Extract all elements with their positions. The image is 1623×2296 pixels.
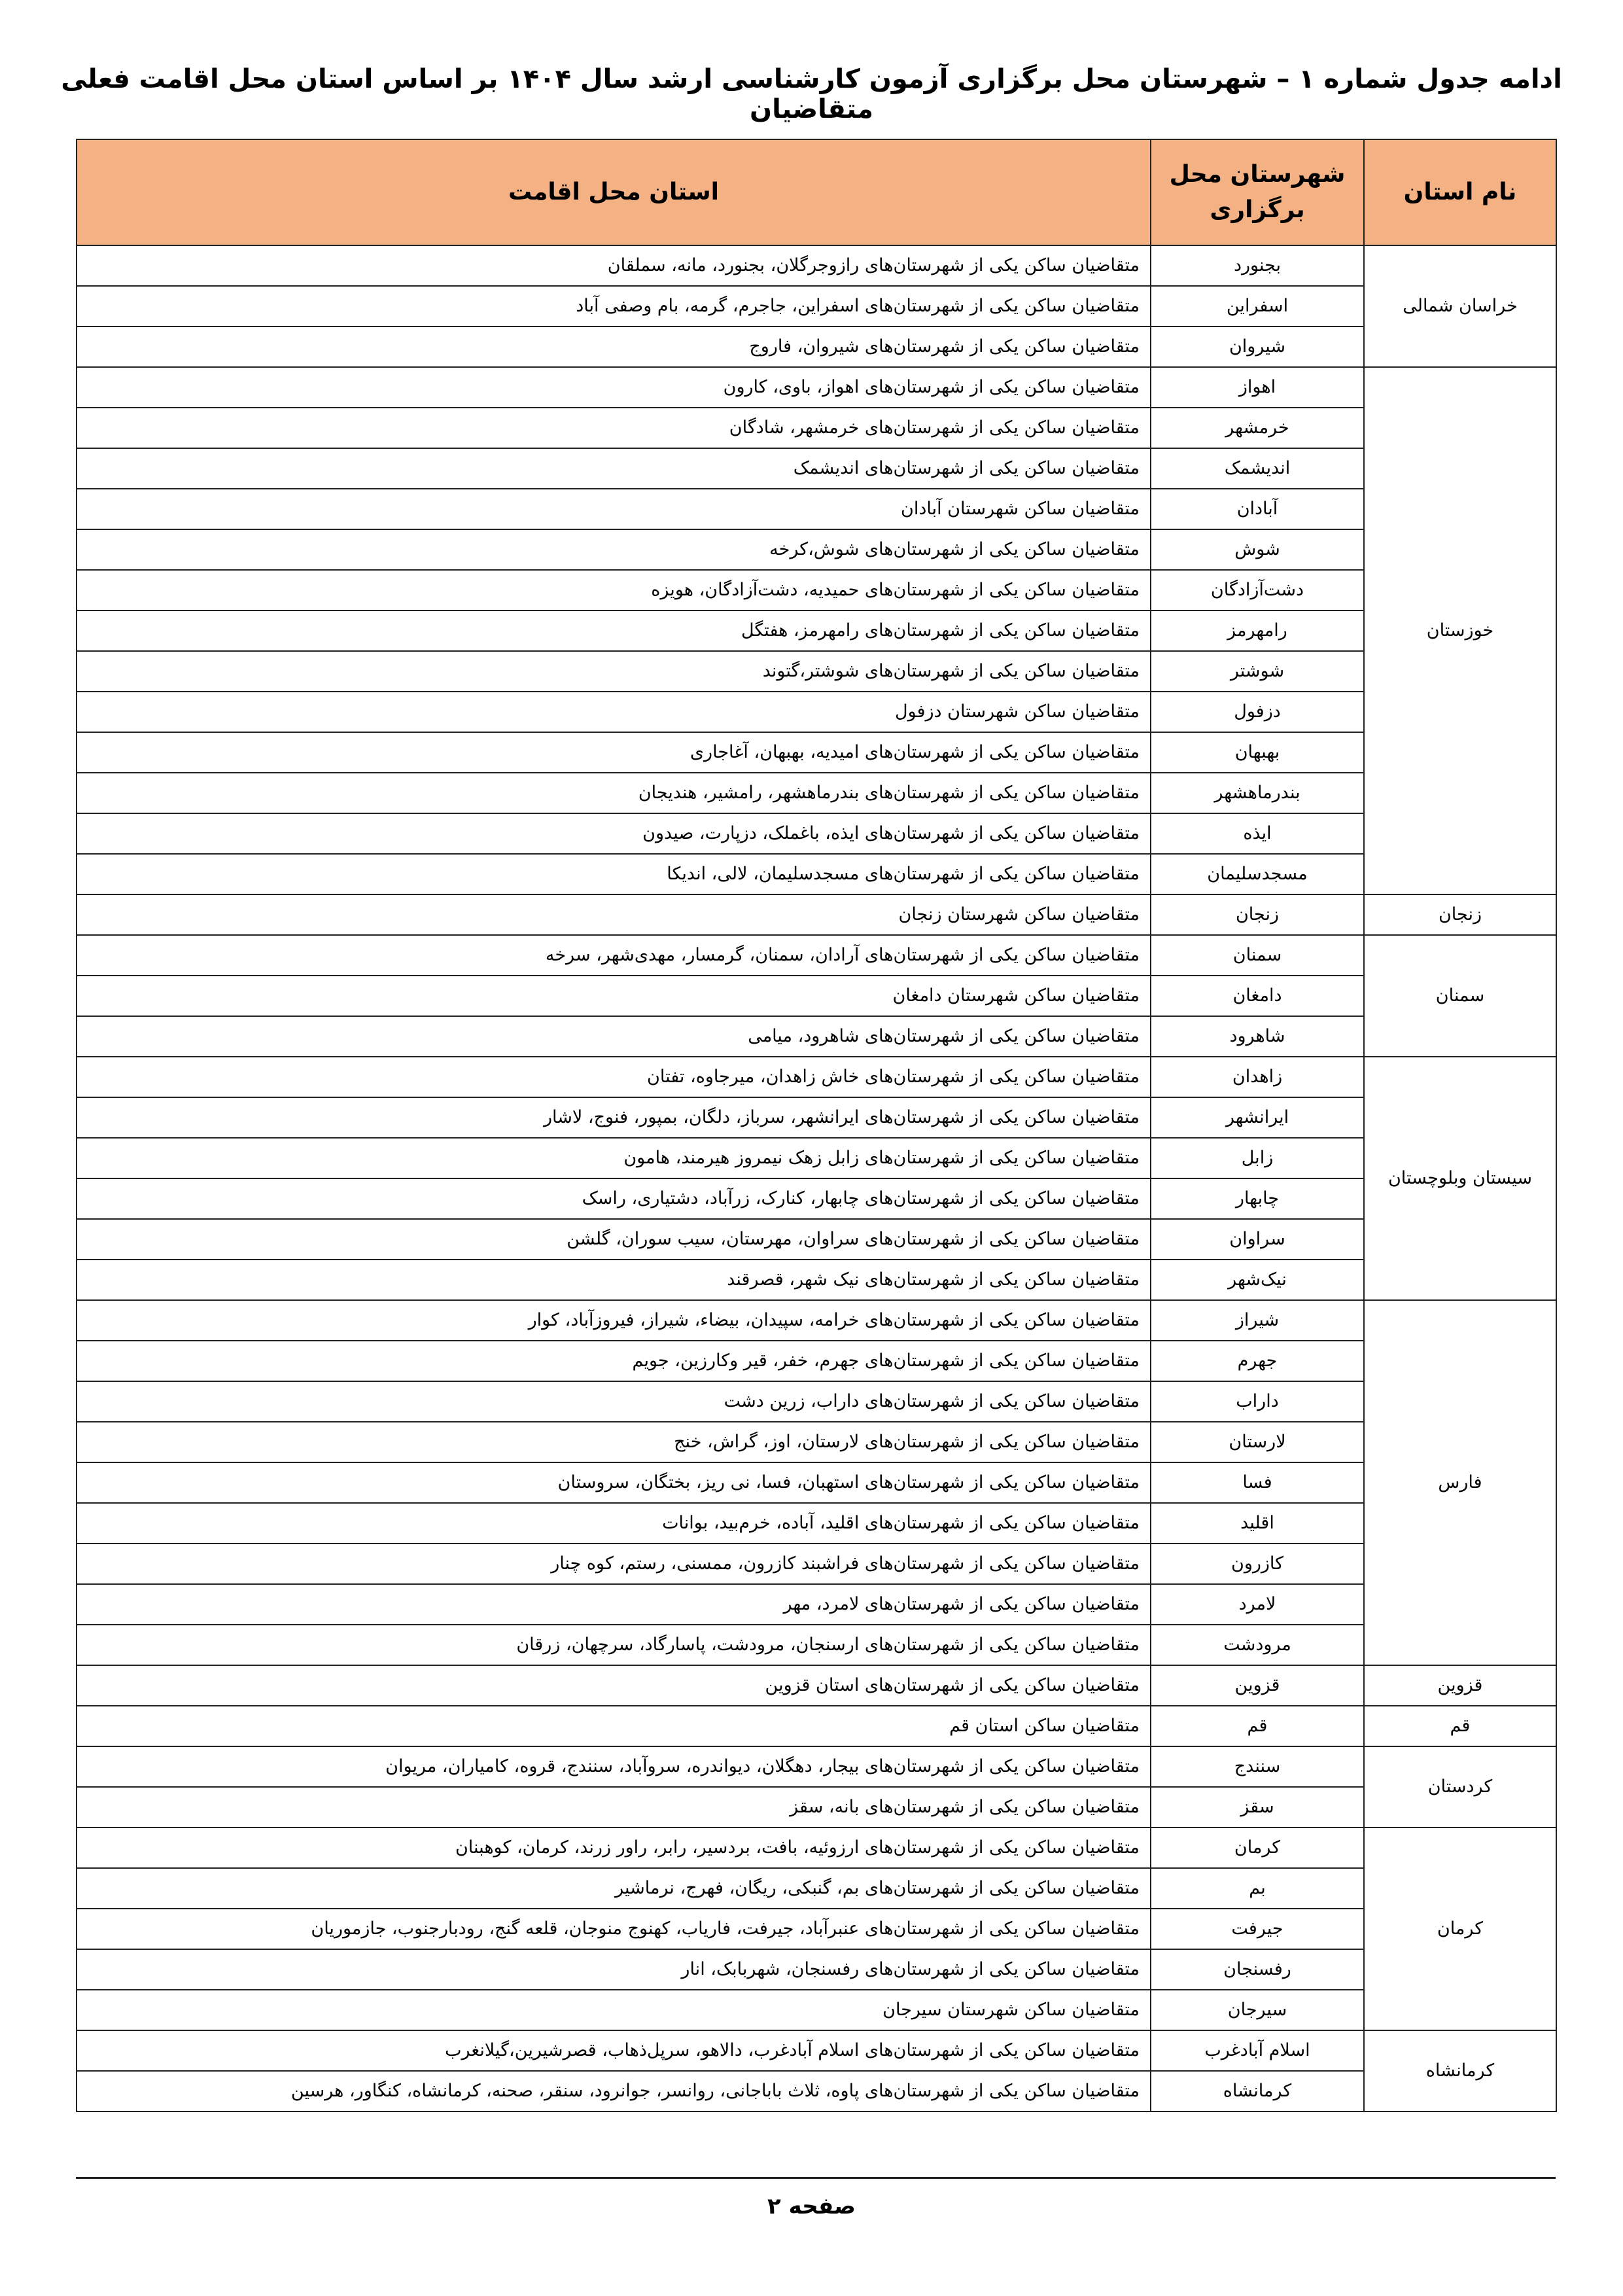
residence-cell: متقاضیان ساکن یکی از شهرستان‌های اسفراین، جاجرم، گرمه، بام وصفی آباد: [77, 286, 1151, 327]
residence-cell: متقاضیان ساکن یکی از شهرستان‌های اسلام آبادغرب، دالاهو، سرپل‌ذهاب، قصرشیرین،گیلانغرب: [77, 2030, 1151, 2071]
table-row: [77, 327, 1556, 367]
residence-cell: متقاضیان ساکن یکی از شهرستان‌های خرامه، سپیدان، بیضاء، شیراز، فیروزآباد، کوار: [77, 1300, 1151, 1341]
residence-cell: متقاضیان ساکن شهرستان آبادان: [77, 489, 1151, 529]
province-cell: قزوین: [1364, 1665, 1556, 1706]
residence-cell: متقاضیان ساکن یکی از شهرستان‌های نیک شهر، قصرقند: [77, 1260, 1151, 1300]
header-province: نام استان: [1364, 139, 1556, 245]
city-cell: چابهار: [1151, 1178, 1364, 1219]
table-row: [77, 286, 1556, 327]
residence-cell: متقاضیان ساکن یکی از شهرستان‌های استهبان، فسا، نی ریز، بختگان، سروستان: [77, 1462, 1151, 1503]
city-cell: بندرماهشهر: [1151, 773, 1364, 813]
table-row: [77, 570, 1556, 610]
table-row: [77, 1990, 1556, 2030]
city-cell: لارستان: [1151, 1422, 1364, 1462]
city-cell: اندیشمک: [1151, 448, 1364, 489]
table-row: [77, 1503, 1556, 1544]
residence-cell: متقاضیان ساکن یکی از شهرستان‌های پاوه، ثلاث باباجانی، روانسر، جوانرود، سنقر، صحنه، کرمانشاه، کنگاور، هرسین: [77, 2071, 1151, 2111]
table-row: [77, 1341, 1556, 1381]
city-cell: سقز: [1151, 1787, 1364, 1828]
residence-cell: متقاضیان ساکن یکی از شهرستان‌های فراشبند کازرون، ممسنی، رستم، کوه چنار: [77, 1544, 1151, 1584]
table-row: [77, 489, 1556, 529]
table-row: [77, 408, 1556, 448]
table-row: [77, 1300, 1556, 1341]
table-row: [77, 2030, 1556, 2071]
city-cell: اقلید: [1151, 1503, 1364, 1544]
residence-cell: متقاضیان ساکن یکی از شهرستان‌های جهرم، خفر، قیر وکارزین، جویم: [77, 1341, 1151, 1381]
residence-cell: متقاضیان ساکن یکی از شهرستان‌های داراب، زرین دشت: [77, 1381, 1151, 1422]
residence-cell: متقاضیان ساکن یکی از شهرستان‌های رفسنجان، شهربابک، انار: [77, 1949, 1151, 1990]
table-row: [77, 1746, 1556, 1787]
residence-cell: متقاضیان ساکن یکی از شهرستان‌های شوشتر،گتوند: [77, 651, 1151, 692]
residence-cell: متقاضیان ساکن یکی از شهرستان‌های رازوجرگلان، بجنورد، مانه، سملقان: [77, 245, 1151, 286]
residence-cell: متقاضیان ساکن یکی از شهرستان‌های لامرد، مهر: [77, 1584, 1151, 1625]
city-cell: رفسنجان: [1151, 1949, 1364, 1990]
city-cell: سنندج: [1151, 1746, 1364, 1787]
table-row: [77, 1909, 1556, 1949]
table-row: [77, 1381, 1556, 1422]
city-cell: شوشتر: [1151, 651, 1364, 692]
table-row: [77, 448, 1556, 489]
residence-cell: متقاضیان ساکن یکی از شهرستان‌های بندرماهشهر، رامشیر، هندیجان: [77, 773, 1151, 813]
residence-cell: متقاضیان ساکن یکی از شهرستان‌های بم، گنبکی، ریگان، فهرج، نرماشیر: [77, 1868, 1151, 1909]
residence-cell: متقاضیان ساکن یکی از شهرستان‌های شیروان، فاروج: [77, 327, 1151, 367]
table-row: [77, 732, 1556, 773]
city-cell: اهواز: [1151, 367, 1364, 408]
table-row: [77, 651, 1556, 692]
city-cell: اسلام آبادغرب: [1151, 2030, 1364, 2071]
province-cell: خراسان شمالی: [1364, 245, 1556, 367]
residence-cell: متقاضیان ساکن یکی از شهرستان‌های بانه، سقز: [77, 1787, 1151, 1828]
residence-cell: متقاضیان ساکن یکی از شهرستان‌های سراوان، مهرستان، سیب سوران، گلشن: [77, 1219, 1151, 1260]
residence-cell: متقاضیان ساکن یکی از شهرستان‌های خاش زاهدان، میرجاوه، تفتان: [77, 1057, 1151, 1097]
city-cell: فسا: [1151, 1462, 1364, 1503]
city-cell: قزوین: [1151, 1665, 1364, 1706]
residence-cell: متقاضیان ساکن یکی از شهرستان‌های اهواز، باوی، کارون: [77, 367, 1151, 408]
city-cell: خرمشهر: [1151, 408, 1364, 448]
table-row: [77, 854, 1556, 894]
table-row: [77, 1787, 1556, 1828]
residence-cell: متقاضیان ساکن یکی از شهرستان‌های ارسنجان، مرودشت، پاسارگاد، سرچهان، زرقان: [77, 1625, 1151, 1665]
province-cell: خوزستان: [1364, 367, 1556, 894]
city-cell: شیروان: [1151, 327, 1364, 367]
city-cell: زاهدان: [1151, 1057, 1364, 1097]
table-row: [77, 1422, 1556, 1462]
city-cell: کازرون: [1151, 1544, 1364, 1584]
residence-cell: متقاضیان ساکن یکی از شهرستان‌های رامهرمز، هفتگل: [77, 610, 1151, 651]
city-cell: داراب: [1151, 1381, 1364, 1422]
city-cell: کرمانشاه: [1151, 2071, 1364, 2111]
residence-cell: متقاضیان ساکن یکی از شهرستان‌های امیدیه، بهبهان، آغاجاری: [77, 732, 1151, 773]
residence-cell: متقاضیان ساکن شهرستان سیرجان: [77, 1990, 1151, 2030]
province-cell: سیستان وبلوچستان: [1364, 1057, 1556, 1300]
table-row: [77, 976, 1556, 1016]
city-cell: دشت‌آزادگان: [1151, 570, 1364, 610]
city-cell: لامرد: [1151, 1584, 1364, 1625]
residence-cell: متقاضیان ساکن یکی از شهرستان‌های عنبرآباد، جیرفت، فاریاب، کهنوج منوجان، قلعه گنج، رودبارجنوب، جازموریان: [77, 1909, 1151, 1949]
table-row: [77, 813, 1556, 854]
city-cell: شیراز: [1151, 1300, 1364, 1341]
residence-cell: متقاضیان ساکن استان قم: [77, 1706, 1151, 1746]
residence-cell: متقاضیان ساکن یکی از شهرستان‌های مسجدسلیمان، لالی، اندیکا: [77, 854, 1151, 894]
city-cell: سمنان: [1151, 935, 1364, 976]
city-cell: بم: [1151, 1868, 1364, 1909]
exam-location-table: [76, 139, 1557, 2112]
residence-cell: متقاضیان ساکن یکی از شهرستان‌های چابهار، کنارک، زرآباد، دشتیاری، راسک: [77, 1178, 1151, 1219]
table-row: [77, 1868, 1556, 1909]
province-cell: کرمان: [1364, 1828, 1556, 2030]
table-row: [77, 2071, 1556, 2111]
city-cell: کرمان: [1151, 1828, 1364, 1868]
table-row: [77, 1625, 1556, 1665]
province-cell: قم: [1364, 1706, 1556, 1746]
table-row: [77, 1828, 1556, 1868]
province-cell: فارس: [1364, 1300, 1556, 1665]
residence-cell: متقاضیان ساکن یکی از شهرستان‌های ارزوئیه، بافت، بردسیر، رابر، راور زرند، کرمان، کوهبنان: [77, 1828, 1151, 1868]
residence-cell: متقاضیان ساکن یکی از شهرستان‌های آرادان، سمنان، گرمسار، مهدی‌شهر، سرخه: [77, 935, 1151, 976]
province-cell: سمنان: [1364, 935, 1556, 1057]
residence-cell: متقاضیان ساکن یکی از شهرستان‌های اندیشمک: [77, 448, 1151, 489]
city-cell: زابل: [1151, 1138, 1364, 1178]
city-cell: دزفول: [1151, 692, 1364, 732]
city-cell: دامغان: [1151, 976, 1364, 1016]
table-row: [77, 1097, 1556, 1138]
table-row: [77, 1178, 1556, 1219]
page-title: ادامه جدول شماره ۱ – شهرستان محل برگزاری آزمون کارشناسی ارشد سال ۱۴۰۴ بر اساس استان محل اقامت فعلی متقاضیان: [61, 64, 1562, 124]
residence-cell: متقاضیان ساکن یکی از شهرستان‌های زابل زهک نیمروز هیرمند، هامون: [77, 1138, 1151, 1178]
table-row: [77, 692, 1556, 732]
residence-cell: متقاضیان ساکن یکی از شهرستان‌های ایرانشهر، سرباز، دلگان، بمپور، فنوج، لاشار: [77, 1097, 1151, 1138]
table-row: [77, 1706, 1556, 1746]
table-row: [77, 1544, 1556, 1584]
province-cell: کرمانشاه: [1364, 2030, 1556, 2111]
city-cell: شاهرود: [1151, 1016, 1364, 1057]
table-header-row: [77, 139, 1556, 245]
table-row: [77, 1016, 1556, 1057]
table-row: [77, 935, 1556, 976]
city-cell: نیک‌شهر: [1151, 1260, 1364, 1300]
city-cell: قم: [1151, 1706, 1364, 1746]
table-row: [77, 1260, 1556, 1300]
residence-cell: متقاضیان ساکن یکی از شهرستان‌های بیجار، دهگلان، دیواندره، سروآباد، سنندج، قروه، کامیاران، مریوان: [77, 1746, 1151, 1787]
table-row: [77, 1057, 1556, 1097]
city-cell: رامهرمز: [1151, 610, 1364, 651]
table-body: [77, 245, 1556, 2111]
table-row: [77, 1584, 1556, 1625]
table-row: [77, 1462, 1556, 1503]
city-cell: مرودشت: [1151, 1625, 1364, 1665]
province-cell: کردستان: [1364, 1746, 1556, 1828]
city-cell: آبادان: [1151, 489, 1364, 529]
residence-cell: متقاضیان ساکن یکی از شهرستان‌های حمیدیه، دشت‌آزادگان، هویزه: [77, 570, 1151, 610]
residence-cell: متقاضیان ساکن یکی از شهرستان‌های استان قزوین: [77, 1665, 1151, 1706]
header-city: شهرستان محل برگزاری: [1151, 139, 1364, 245]
residence-cell: متقاضیان ساکن یکی از شهرستان‌های خرمشهر، شادگان: [77, 408, 1151, 448]
residence-cell: متقاضیان ساکن شهرستان دامغان: [77, 976, 1151, 1016]
city-cell: اسفراین: [1151, 286, 1364, 327]
city-cell: مسجدسلیمان: [1151, 854, 1364, 894]
city-cell: ایرانشهر: [1151, 1097, 1364, 1138]
city-cell: سراوان: [1151, 1219, 1364, 1260]
city-cell: بجنورد: [1151, 245, 1364, 286]
page-number: صفحه ۲: [767, 2193, 856, 2219]
province-cell: زنجان: [1364, 894, 1556, 935]
table-row: [77, 1138, 1556, 1178]
city-cell: جیرفت: [1151, 1909, 1364, 1949]
table-row: [77, 245, 1556, 286]
table-row: [77, 894, 1556, 935]
city-cell: ایذه: [1151, 813, 1364, 854]
footer-divider: [76, 2177, 1556, 2179]
residence-cell: متقاضیان ساکن یکی از شهرستان‌های شوش،کرخه: [77, 529, 1151, 570]
city-cell: بهبهان: [1151, 732, 1364, 773]
residence-cell: متقاضیان ساکن یکی از شهرستان‌های شاهرود، میامی: [77, 1016, 1151, 1057]
city-cell: زنجان: [1151, 894, 1364, 935]
city-cell: جهرم: [1151, 1341, 1364, 1381]
table-row: [77, 1219, 1556, 1260]
residence-cell: متقاضیان ساکن شهرستان زنجان: [77, 894, 1151, 935]
header-residence: استان محل اقامت: [77, 139, 1151, 245]
table-row: [77, 610, 1556, 651]
city-cell: سیرجان: [1151, 1990, 1364, 2030]
table-row: [77, 367, 1556, 408]
city-cell: شوش: [1151, 529, 1364, 570]
table-row: [77, 1665, 1556, 1706]
residence-cell: متقاضیان ساکن یکی از شهرستان‌های ایذه، باغملک، دزپارت، صیدون: [77, 813, 1151, 854]
table-row: [77, 1949, 1556, 1990]
residence-cell: متقاضیان ساکن یکی از شهرستان‌های لارستان، اوز، گراش، خنج: [77, 1422, 1151, 1462]
table-row: [77, 529, 1556, 570]
residence-cell: متقاضیان ساکن شهرستان دزفول: [77, 692, 1151, 732]
residence-cell: متقاضیان ساکن یکی از شهرستان‌های اقلید، آباده، خرم‌بید، بوانات: [77, 1503, 1151, 1544]
table-row: [77, 773, 1556, 813]
